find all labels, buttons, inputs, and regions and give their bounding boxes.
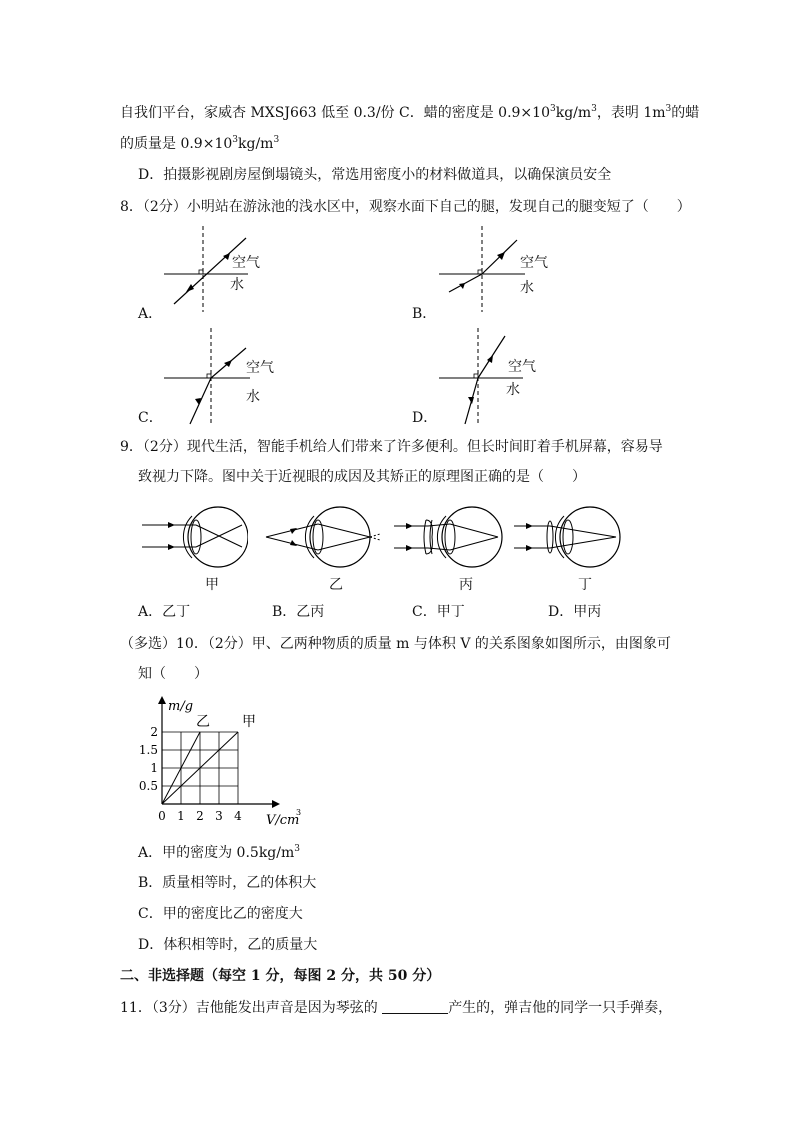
air-label: 空气 (246, 360, 274, 376)
q8-stem: 8．（2分）小明站在游泳池的浅水区中，观察水面下自己的腿，发现自己的腿变短了（ ） (120, 199, 691, 215)
eye-label-jia: 甲 (205, 577, 219, 593)
superscript: 3 (273, 135, 280, 145)
q7-line2-text-a: 的质量是 0.9×10 (120, 136, 233, 152)
water-label: 水 (506, 382, 520, 398)
q11-stem (120, 998, 672, 1018)
water-label: 水 (520, 280, 534, 296)
mass-volume-chart (134, 694, 309, 834)
superscript: 3 (665, 104, 672, 114)
eye-diagram-bing (392, 504, 504, 570)
eye-label-ding: 丁 (578, 577, 592, 593)
air-label: 空气 (232, 255, 260, 271)
q8-option-a: A． (138, 306, 163, 322)
q10-stem-line1: （多选）10．（2分）甲、乙两种物质的质量 m 与体积 V 的关系图象如图所示，由图象可 (120, 636, 671, 652)
eye-diagram-ding (512, 504, 624, 570)
q7-line1-text-c: ，表明 1m (596, 105, 666, 121)
q9-option-d: D．甲丙 (548, 604, 602, 620)
answer-blank[interactable] (382, 999, 448, 1014)
superscript: 3 (232, 135, 238, 145)
air-label: 空气 (520, 255, 548, 271)
eye-diagram-jia (138, 504, 248, 570)
y-tick-label: 1 (150, 761, 158, 775)
q11-text-a: 11．（3分）吉他能发出声音是因为琴弦的 (120, 1000, 378, 1016)
x-tick-label: 0 (158, 809, 166, 823)
x-axis-arrow (272, 800, 280, 808)
q7-line1 (120, 103, 699, 123)
q9-option-b: B．乙丙 (272, 604, 325, 620)
q11-text-b: 产生的，弹吉他的同学一只手弹奏， (448, 1000, 673, 1016)
q9-stem-line2: 致视力下降。图中关于近视眼的成因及其矫正的原理图正确的是（ ） (138, 469, 586, 485)
q10-option-b: B．质量相等时，乙的体积大 (138, 875, 317, 891)
q9-option-c: C．甲丁 (412, 604, 465, 620)
q7-line1-text-d: 的蜡 (671, 105, 700, 121)
y-axis-arrow (158, 696, 166, 704)
water-label: 水 (246, 389, 260, 405)
q10-stem-line2: 知（ ） (138, 666, 208, 682)
superscript: 3 (591, 104, 597, 114)
q7-option-d: D．拍摄影视剧房屋倒塌镜头，常选用密度小的材料做道具，以确保演员安全 (138, 167, 612, 183)
chart-ticks (139, 725, 242, 823)
x-axis-label: V/cm (266, 813, 300, 828)
q7-line1-text-a: 自我们平台，家威杏 MXSJ663 低至 0.3/份 C．蜡的密度是 0.9×10 (120, 105, 550, 121)
y-tick-label: 0.5 (138, 779, 158, 793)
q8-option-d: D． (412, 410, 438, 426)
q8-option-b: B． (412, 306, 437, 322)
section-heading (120, 966, 440, 986)
x-tick-label: 2 (196, 809, 204, 823)
q10-option-c: C．甲的密度比乙的密度大 (138, 906, 303, 922)
y-tick-label: 1.5 (138, 743, 158, 757)
section-heading-text: 二、非选择题（每空 1 分，每图 2 分，共 50 分） (120, 968, 441, 984)
q8-diagram-d (435, 326, 545, 426)
x-tick-label: 1 (177, 809, 185, 823)
x-tick-label: 4 (234, 809, 242, 823)
y-tick-label: 2 (150, 725, 158, 739)
superscript: 3 (294, 844, 300, 854)
superscript: 3 (549, 104, 556, 114)
eye-label-yi: 乙 (329, 577, 343, 593)
series-label-yi: 乙 (196, 714, 210, 730)
eye-diagram-yi (262, 504, 382, 570)
q9-option-a: A．乙丁 (138, 604, 191, 620)
water-label: 水 (230, 277, 244, 293)
q10-option-d: D．体积相等时，乙的质量大 (138, 937, 318, 953)
q9-stem-line1: 9．（2分）现代生活，智能手机给人们带来了许多便利。但长时间盯着手机屏幕，容易导 (120, 439, 663, 455)
q10-option-a (138, 843, 300, 863)
air-label: 空气 (508, 359, 536, 375)
y-axis-label: m/g (168, 699, 194, 714)
series-label-jia: 甲 (242, 714, 256, 730)
x-tick-label: 3 (215, 809, 223, 823)
x-axis-label-exponent: 3 (296, 808, 302, 817)
eye-label-bing: 丙 (459, 577, 473, 593)
q10-option-a-text: A．甲的密度为 0.5kg/m (138, 845, 295, 861)
q7-line2 (120, 134, 279, 154)
q8-option-c: C． (138, 410, 163, 426)
q7-line2-text-b: kg/m (238, 136, 274, 152)
q7-line1-text-b: kg/m (555, 105, 592, 121)
